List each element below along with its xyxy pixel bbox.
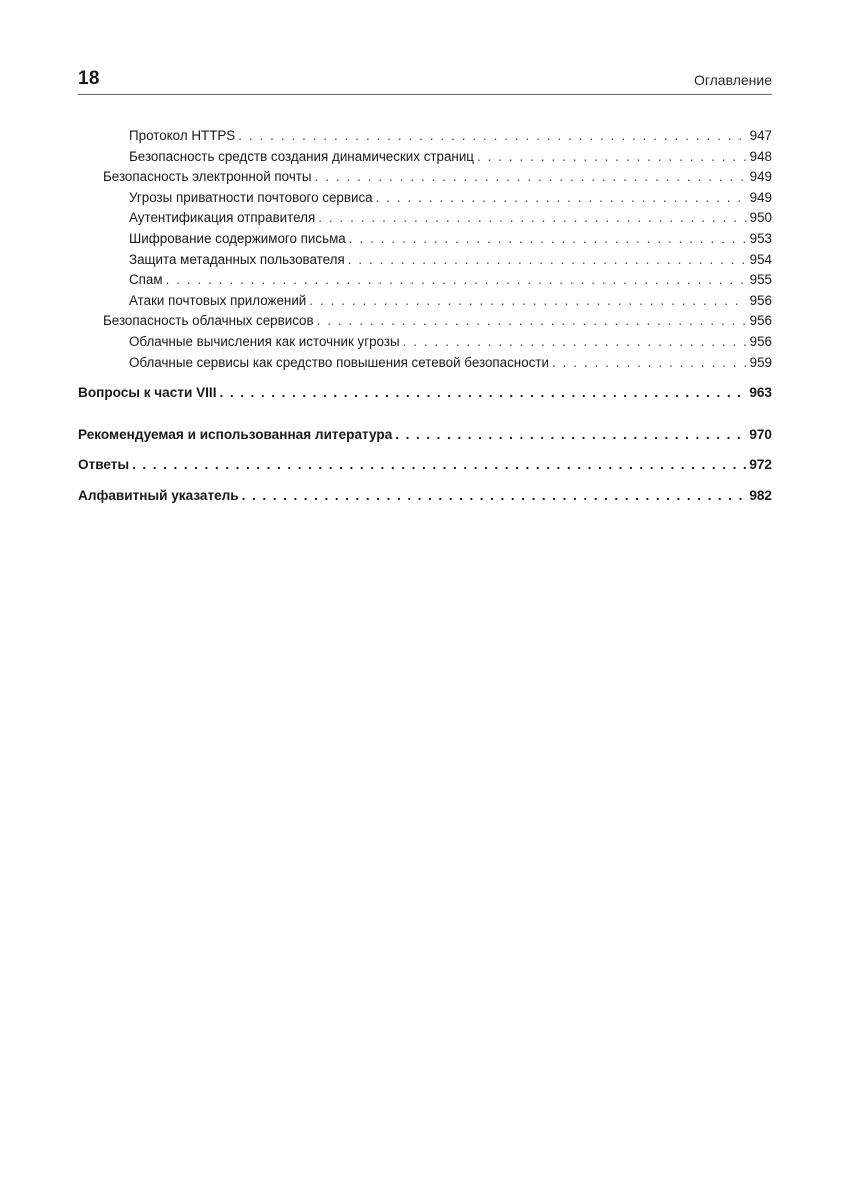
toc-entry-spam[interactable] [78,270,772,291]
toc-entry-page: 950 [749,210,772,226]
toc-entry-title: Протокол HTTPS [129,128,236,143]
toc-entry-title: Угрозы приватности почтового сервиса [129,189,373,205]
toc-entry-email-security[interactable] [78,167,772,188]
toc-entry-mail-privacy-threats[interactable] [78,188,772,209]
dot-leader [242,486,747,507]
running-title: Оглавление [693,72,772,88]
toc-entry-title: Безопасность электронной почты [103,169,312,185]
dot-leader [317,311,747,332]
toc-entry-dynamic-pages-security[interactable] [78,147,772,168]
toc-entry-page: 956 [749,292,772,308]
toc-entry-title: Безопасность средств создания динамических страниц [129,148,474,164]
toc-entry-message-encryption[interactable] [78,229,772,250]
dot-leader [166,270,747,291]
dot-leader [395,425,746,446]
dot-leader [132,455,746,476]
dot-leader [403,332,747,353]
dot-leader [315,167,747,188]
dot-leader [477,147,747,168]
toc-entry-title: Шифрование содержимого письма [129,230,346,246]
toc-entry-cloud-as-defense[interactable] [78,353,772,374]
toc-entry-page: 963 [749,385,772,401]
toc-entry-part-viii-questions[interactable] [78,383,772,404]
toc-entry-page: 982 [749,487,772,503]
dot-leader [318,208,746,229]
toc-entry-page: 955 [749,272,772,288]
toc-entry-answers[interactable] [78,455,772,476]
toc-entry-title: Атаки почтовых приложений [129,292,307,308]
page-number: 18 [78,68,100,89]
toc-entry-title: Безопасность облачных сервисов [103,313,314,329]
toc-entry-title: Вопросы к части VIII [78,385,217,401]
dot-leader [552,353,747,374]
toc-entry-page: 953 [749,230,772,246]
dot-leader [349,229,747,250]
toc-entry-title: Облачные вычисления как источник угрозы [129,333,400,349]
toc-entry-sender-authentication[interactable] [78,208,772,229]
dot-leader [376,188,747,209]
toc-entry-cloud-as-threat[interactable] [78,332,772,353]
toc-entry-title: Облачные сервисы как средство повышения сетевой безопасности [129,354,549,370]
toc-entry-page: 956 [749,313,772,329]
toc-entry-page: 954 [749,251,772,267]
toc-entry-title: Ответы [78,457,130,473]
toc-entry-page: 948 [749,148,772,164]
toc-entry-title: Защита метаданных пользователя [129,251,345,267]
dot-leader [220,383,747,404]
dot-leader [238,126,746,147]
toc-entry-page: 970 [749,426,772,442]
toc-entry-cloud-security[interactable] [78,311,772,332]
toc-entry-page: 949 [749,189,772,205]
toc-entry-page: 972 [749,457,772,473]
toc-entry-page: 959 [749,354,772,370]
page-header [78,66,772,95]
toc-entry-page: 956 [749,333,772,349]
toc-entry-metadata-protection[interactable] [78,250,772,271]
toc-entry-page: 947 [749,128,772,143]
toc-entry-title: Алфавитный указатель [78,487,239,503]
toc-entry-title: Аутентификация отправителя [129,210,316,226]
dot-leader [309,291,746,312]
toc-entry-mail-app-attacks[interactable] [78,291,772,312]
toc-entry-title: Рекомендуемая и использованная литература [78,426,393,442]
toc-entry-index[interactable] [78,486,772,507]
table-of-contents [78,126,772,507]
dot-leader [348,250,747,271]
toc-entry-title: Спам [129,272,163,288]
toc-entry-https-protocol[interactable] [78,126,772,147]
toc-entry-references[interactable] [78,425,772,446]
toc-entry-page: 949 [749,169,772,185]
